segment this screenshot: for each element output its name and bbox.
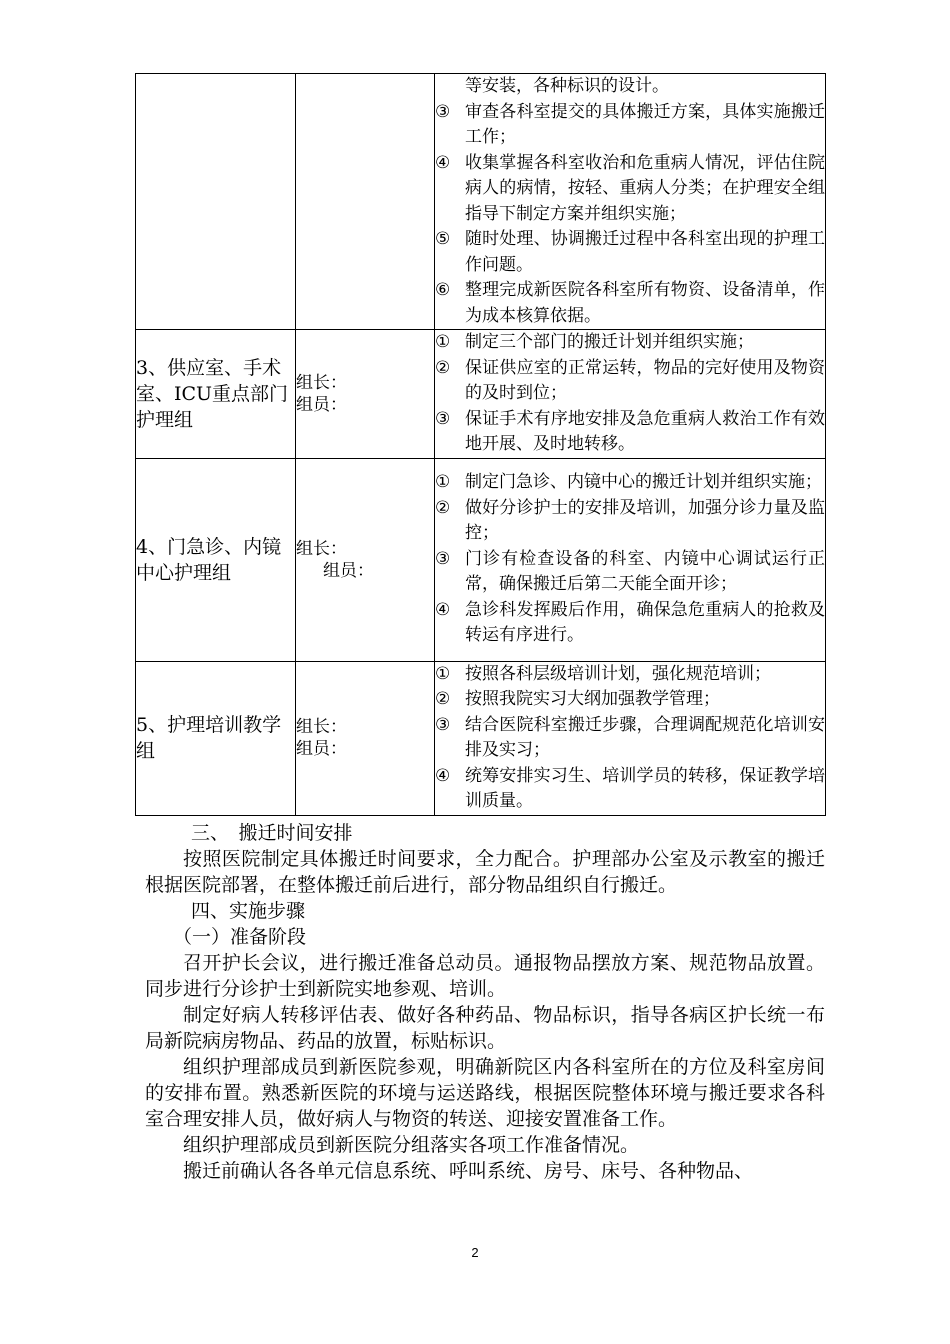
task-text: 保证手术有序地安排及急危重病人救治工作有效地开展、及时地转移。 [465,408,825,454]
task-number: ③ [435,408,451,429]
task-item [435,278,825,329]
task-text: 制定三个部门的搬迁计划并组织实施； [465,332,754,352]
task-item [435,407,825,458]
group-name: 3、供应室、手术室、ICU重点部门护理组 [136,330,296,459]
task-item [435,100,825,151]
paragraph: 搬迁前确认各各单元信息系统、呼叫系统、房号、床号、各种物品、 [183,1160,754,1182]
task-item [435,764,825,815]
task-text: 审查各科室提交的具体搬迁方案，具体实施搬迁工作； [465,101,825,147]
task-text: 制定门急诊、内镜中心的搬迁计划并组织实施； [465,472,822,493]
task-number: ① [435,332,451,352]
paragraph: 组织护理部成员到新医院分组落实各项工作准备情况。 [183,1134,640,1156]
task-number: ① [435,472,451,493]
section-heading: 四、实施步骤 [191,900,306,922]
task-text: 统筹安排实习生、培训学员的转移，保证教学培训质量。 [465,765,825,811]
task-number: ③ [435,101,451,122]
task-item [435,227,825,278]
task-text: 门诊有检查设备的科室、内镜中心调试运行正常，确保搬迁后第二天能全面开诊； [465,548,825,595]
task-item [435,547,825,598]
member-label: 组员： [296,739,347,759]
member-label: 组员： [296,394,347,415]
group-name-cell [136,74,296,330]
group-name: 4、门急诊、内镜中心护理组 [136,458,296,661]
leader-label: 组长： [296,372,347,393]
leader-label: 组长： [296,717,347,737]
task-number: ③ [435,714,451,735]
task-text: 做好分诊护士的安排及培训，加强分诊力量及监控； [465,497,825,544]
task-item [435,330,825,356]
task-number: ② [435,497,451,518]
task-text: 急诊科发挥殿后作用，确保急危重病人的抢救及转运有序进行。 [465,599,825,646]
paragraph: 制定好病人转移评估表、做好各种药品、物品标识，指导各病区护长统一布局新院病房物品、药品的放置，标贴标识。 [145,1004,825,1052]
task-item [435,470,825,496]
task-item [435,662,825,688]
task-text: 随时处理、协调搬迁过程中各科室出现的护理工作问题。 [465,229,825,275]
paragraph: 组织护理部成员到新医院参观，明确新院区内各科室所在的方位及科室房间的安排布置。熟悉新医院的环境与运送路线，根据医院整体环境与搬迁要求各科室合理安排人员，做好病人与物资的转送、迎接安置准备工作。 [145,1056,825,1130]
leaders-cell [296,661,435,815]
task-continuation: 等安装，各种标识的设计。 [465,76,669,96]
leaders-cell [296,458,435,661]
task-number: ⑤ [435,229,451,249]
task-item [435,151,825,228]
task-item [435,687,825,713]
table-row [136,458,826,661]
page-number: 2 [471,1245,479,1260]
subsection-heading: （一）准备阶段 [173,926,307,948]
task-item [435,598,825,649]
task-number: ④ [435,765,451,786]
group-name: 5、护理培训教学组 [136,661,296,815]
body-text [145,820,825,1184]
paragraph: 召开护长会议，进行搬迁准备总动员。通报物品摆放方案、规范物品放置。同步进行分诊护士到新院实地参观、培训。 [145,952,825,1000]
task-text: 收集掌握各科室收治和危重病人情况，评估住院病人的病情，按轻、重病人分类；在护理安全组指导下制定方案并组织实施； [465,152,825,224]
table-row [136,330,826,459]
table-row [136,661,826,815]
task-text: 整理完成新医院各科室所有物资、设备清单，作为成本核算依据。 [465,280,825,326]
paragraph: 按照医院制定具体搬迁时间要求，全力配合。护理部办公室及示教室的搬迁根据医院部署，在整体搬迁前后进行，部分物品组织自行搬迁。 [145,848,825,896]
leaders-cell [296,74,435,330]
task-number: ② [435,689,451,709]
leader-label: 组长： [296,538,347,559]
task-text: 保证供应室的正常运转，物品的完好使用及物资的及时到位； [465,357,825,403]
task-table [135,73,826,816]
task-text: 结合医院科室搬迁步骤，合理调配规范化培训安排及实习； [465,714,825,760]
tasks-cell [435,330,826,459]
tasks-cell [435,661,826,815]
task-number: ③ [435,548,451,569]
task-number: ④ [435,599,451,620]
section-heading: 三、 搬迁时间安排 [191,822,353,844]
task-text: 按照我院实习大纲加强教学管理； [465,689,720,709]
task-item [435,356,825,407]
member-label: 组员： [323,560,374,581]
tasks-cell [435,458,826,661]
task-number: ① [435,663,451,684]
task-number: ④ [435,152,451,173]
task-text: 按照各科层级培训计划，强化规范培训； [465,663,771,684]
leaders-cell [296,330,435,459]
task-item [435,496,825,547]
task-number: ⑥ [435,280,451,300]
table-row [136,74,826,330]
task-item [435,713,825,764]
tasks-cell [435,74,826,330]
task-number: ② [435,357,451,378]
